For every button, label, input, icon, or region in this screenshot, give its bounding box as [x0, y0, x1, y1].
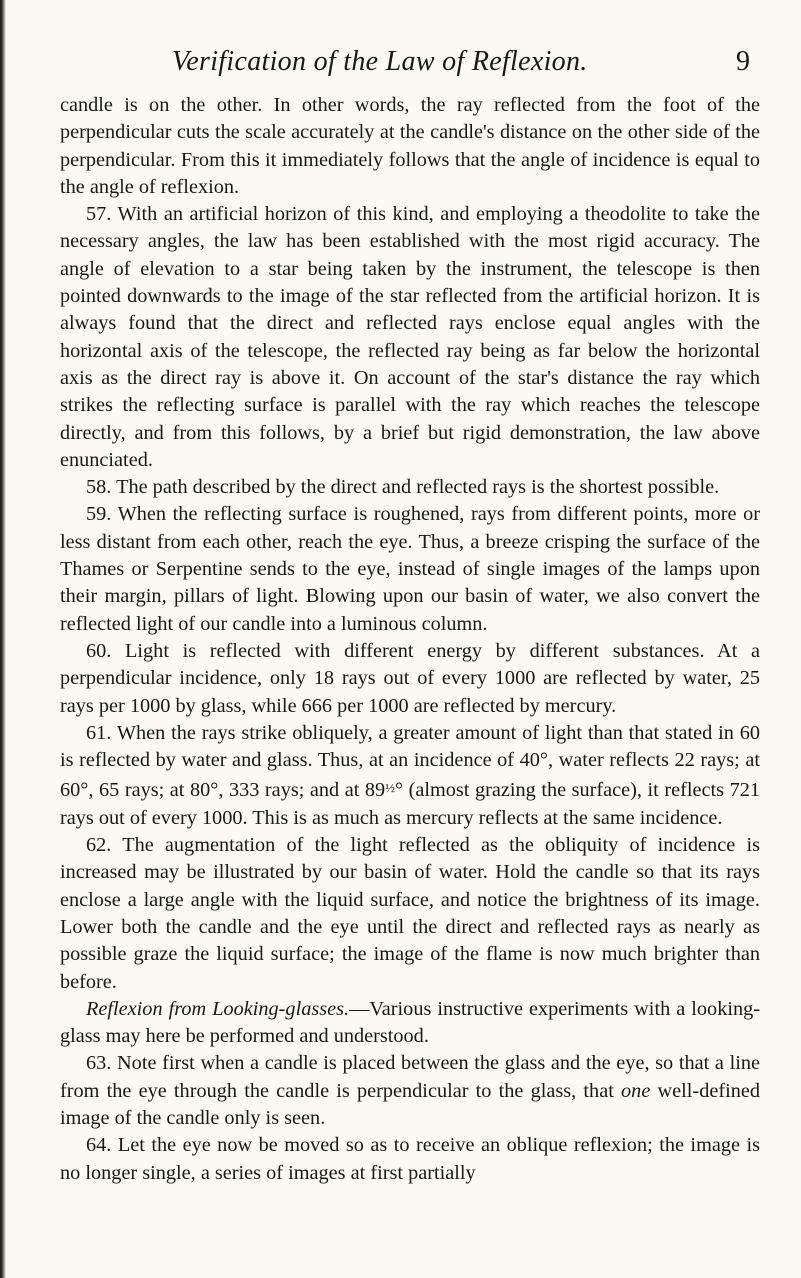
paragraph-59: 59. When the reflecting surface is roughened, rays from different points, more or less distant from each other, reach the eye. Thus, a breeze crisping the surface of the Thames or Serpentine sends to the eye, instead of single images of the lamps upon their margin, pillars of light. Blowing upon our basin of water, we also convert the reflected light of our candle into a luminous column.: [60, 503, 760, 635]
paragraph-continuation: candle is on the other. In other words, the ray reflected from the foot of the perpendicular cuts the scale accurately at the candle's distance on the other side of the perpendicular. From this it immediately follows that the angle of incidence is equal to the angle of reflexion.: [60, 94, 760, 198]
paragraph-63: 63. Note first when a candle is placed between the glass and the eye, so that a line from the eye through the candle is perpendicular to the glass, that one well-defined image of the candle only is seen.: [60, 1052, 761, 1129]
fraction-half: ½: [385, 780, 395, 796]
paragraph-58: 58. The path described by the direct and reflected rays is the shortest possible.: [86, 476, 720, 499]
page-number: 9: [736, 46, 750, 77]
paragraph-number: 62.: [86, 834, 112, 857]
section-heading: Reflexion from Looking-glasses.: [86, 997, 350, 1020]
paragraph-61: 61. When the rays strike obliquely, a greater amount of light than that stated in 60 is reflected by water and glass. Thus, at an incidence of 40°, water reflects 22 rays; at 60°, 65 rays; at 80°, 333 rays; and at 89½° (almost grazing the surface), it reflects 721 rays out of every 1000. This is as much as mercury reflects at the same incidence.: [60, 721, 760, 829]
paragraph-57: 57. With an artificial horizon of this kind, and employing a theodolite to take the necessary angles, the law has been established with the most rigid accuracy. The angle of elevation to a star being taken by the instrument, the telescope is then pointed downwards to the image of the star reflected from the artificial horizon. It is always found that the direct and reflected rays enclose equal angles with the horizontal axis of the telescope, the reflected ray being as far below the horizontal axis as the direct ray is above it. On account of the star's distance the ray which strikes the reflecting surface is parallel with the ray which reaches the telescope directly, and from this follows, by a brief but rigid demonstration, the law above enunciated.: [60, 203, 760, 471]
paragraph-number: 57.: [86, 203, 112, 226]
running-title: Verification of the Law of Reflexion.: [172, 46, 588, 77]
paragraph-number: 64.: [86, 1134, 112, 1157]
paragraph-number: 58.: [86, 476, 112, 499]
paragraph-62: 62. The augmentation of the light reflected as the obliquity of incidence is increased may be illustrated by our basin of water. Hold the candle so that its rays enclose a large angle with the liquid surface, and notice the brightness of its image. Lower both the candle and the eye until the direct and reflected rays as nearly as possible graze the liquid surface; the image of the flame is now much brighter than before.: [60, 834, 760, 993]
spine-shadow: [0, 0, 6, 1278]
section-reflexion-looking-glasses: Reflexion from Looking-glasses.—Various instructive experiments with a looking-glass may here be performed and understood.: [60, 997, 761, 1048]
paragraph-number: 60.: [86, 639, 112, 662]
paragraph-number: 59.: [86, 503, 112, 526]
emphasis: one: [621, 1079, 651, 1102]
paragraph-number: 63.: [86, 1052, 112, 1075]
running-head: [60, 46, 760, 86]
paragraph-60: 60. Light is reflected with different energy by different substances. At a perpendicular incidence, only 18 rays out of every 1000 are reflected by water, 25 rays per 1000 by glass, while 666 per 1000 are reflected by mercury.: [60, 639, 760, 717]
paragraph-number: 61.: [86, 721, 112, 744]
body-text: [60, 92, 760, 1187]
paragraph-64: 64. Let the eye now be moved so as to receive an oblique reflexion; the image is no longer single, a series of images at first partially: [60, 1134, 760, 1184]
